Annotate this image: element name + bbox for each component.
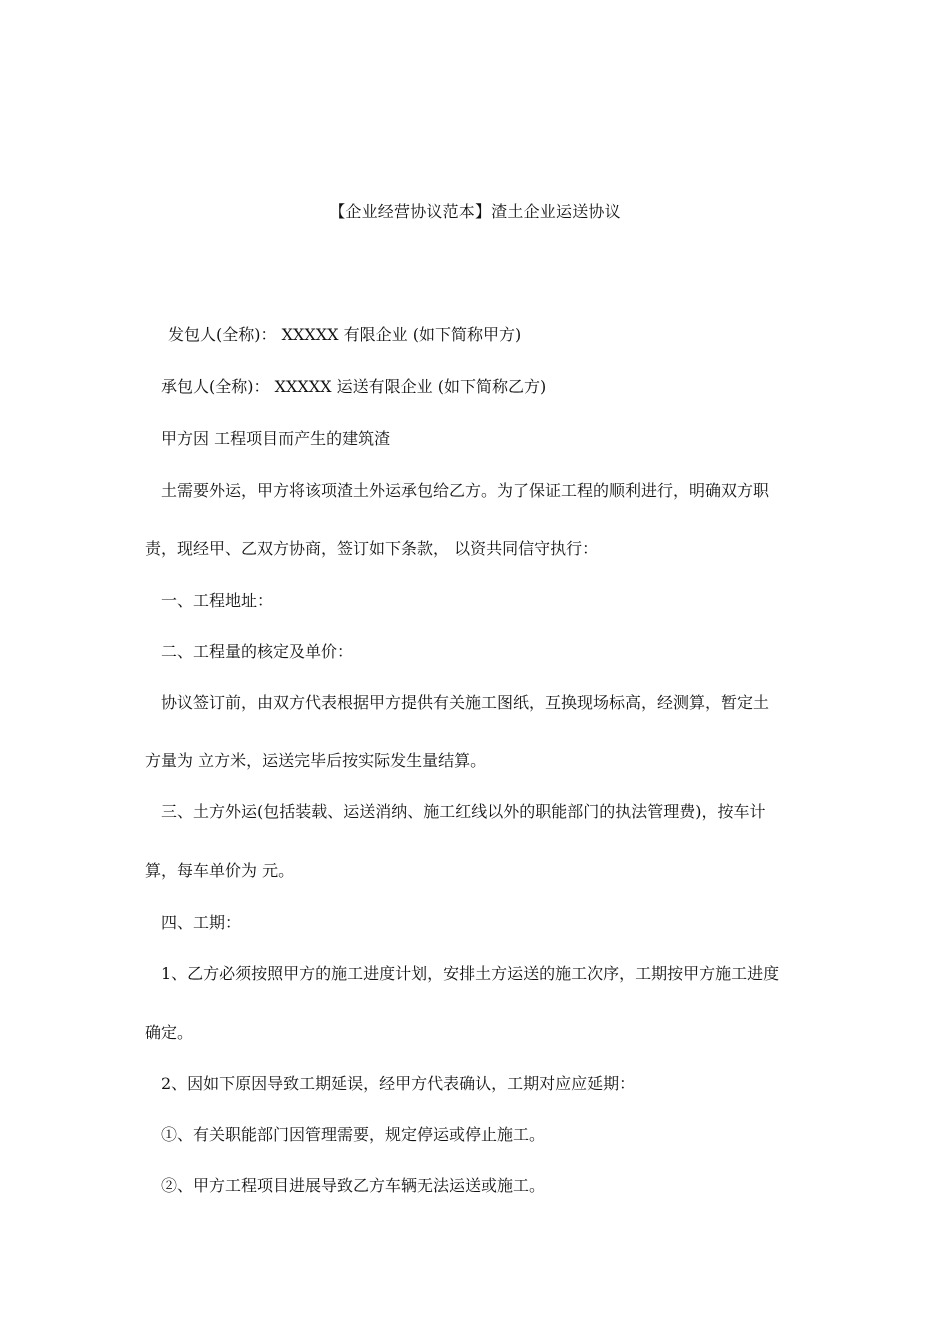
clause-line-schedule-1: 1、乙方必须按照甲方的施工进度计划，安排土方运送的施工次序，工期按甲方施工进度 (161, 964, 780, 983)
clause-line-transport-cont: 算，每车单价为 元。 (145, 861, 295, 880)
document-title: 【企业经营协议范本】渣土企业运送协议 (329, 202, 621, 221)
clause-line-project: 甲方因 工程项目而产生的建筑渣 (161, 429, 391, 448)
clause-line-intro-cont: 责，现经甲、乙双方协商，签订如下条款， 以资共同信守执行： (145, 539, 599, 558)
section-heading-site: 一、工程地址： (161, 591, 274, 610)
clause-line-quantity-cont: 方量为 立方米，运送完毕后按实际发生量结算。 (145, 751, 487, 770)
section-heading-schedule: 四、工期： (161, 913, 242, 932)
clause-line-schedule-2: 2、因如下原因导致工期延误，经甲方代表确认，工期对应应延期： (161, 1074, 636, 1093)
clause-line-reason-2: ②、甲方工程项目进展导致乙方车辆无法运送或施工。 (161, 1176, 546, 1195)
section-heading-quantity: 二、工程量的核定及单价： (161, 642, 354, 661)
clause-line-quantity: 协议签订前，由双方代表根据甲方提供有关施工图纸，互换现场标高，经测算，暂定土 (161, 693, 770, 712)
clause-line-contractor: 承包人(全称)： XXXXX 运送有限企业 (如下简称乙方) (161, 377, 547, 396)
clause-line-reason-1: ①、有关职能部门因管理需要，规定停运或停止施工。 (161, 1125, 546, 1144)
clause-line-schedule-1-cont: 确定。 (145, 1023, 194, 1042)
section-heading-transport: 三、土方外运(包括装载、运送消纳、施工红线以外的职能部门的执法管理费)，按车计 (161, 802, 766, 821)
clause-line-intro: 土需要外运，甲方将该项渣土外运承包给乙方。为了保证工程的顺利进行，明确双方职 (161, 481, 770, 500)
clause-line-employer: 发包人(全称)： XXXXX 有限企业 (如下简称甲方) (168, 325, 522, 344)
